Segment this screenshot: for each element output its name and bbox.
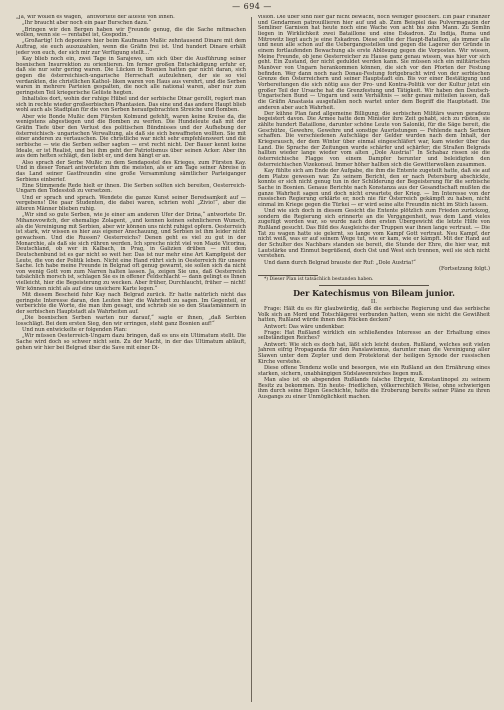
page-header xyxy=(0,0,504,14)
paragraph: Der kühne Plan fand allgemeine Billigung; die serbischen Militärs waren geradezu begeistert davon. Die Armee hatte dem Minister ihre Zeit gehabt, sich zu rüsten, sie zählte hundert Bataillone, darunter schöne Leute von Saloniki, für die Säge bereit, die Geschütze, Gewehre, Gewehre und sonstige Ausrüstungen — Fehlende nach Serbien schaffen. Die verschiedenen Aufschläge der Gelder wurden nach dem Inhalt, der Kriegsrausch, der dem Winter über einmal eingeschläfert war, kam wieder über das Land. Die Sprache der Zeitungen wurde schärfer und schärfer; die Straßen Belgrads hallten wieder lange wieder vom alten „Dole Austria!“ In Schabaz rissen sie die österreichische Flagge von einem Dampfer herunter und beleidigten den österreichischen Vizekonsul. Immer höher hallten sich die Gewitterwolken zusammen. xyxy=(258,110,490,168)
paragraph: Und nun entwickelte er folgenden Plan: xyxy=(22,327,127,334)
paragraph: Kay blieb noch ein, zwei Tage in Sarajewo, um sich über die Ausführung seiner bosnischen Insurrektion zu orientieren. Im ferner großen Entschädigung erfuhr er, daß sie nur sehr gering waren. Die Lücken in Bosnien hatten gar nicht daran, sich gegen die österreichisch-ungarische Herrschaft aufzulehnen, der sie so viel verdankten, die christlichen Kathol- liken waren von Haus aus verehrt, und die Serben waren in mehrere Parteien gespalten, die noch alle national waren, aber nur zum geringsten Teil kriegerische Gelüste hegten. xyxy=(16,55,246,96)
paragraph: „Die bosnischen Serben warten nur darauf,“ sagte er ihnen, „daß Serbien losschlägt. Bei dem ersten Sieg, den wir erringen, steht ganz Bosnien auf!“ xyxy=(16,315,246,327)
page-number: — 694 — xyxy=(232,2,272,11)
article-title: Der Katechismus von Bileam junior. xyxy=(293,288,455,298)
paragraph: „Wir müssen Oesterreich-Ungarn dazu bringen, daß es uns ein Ultimatum stellt. Die Sache wird doch so schwer nicht sein. Zu der Macht, in der das Ultimatum abläuft, gehen wir hier bei Belgrad über die Save mit einer Di- xyxy=(16,333,246,351)
paragraph: vision. Die über sind hier gar nicht bewacht, noch weniger gesichert. Ein paar Finanzer und Gendarmen patrouillieren hier auf und ab. Zum Beispiel das Pulvermagazin der Semliner Garnison hat heute noch eine Wache von acht bis zehn Mann. Zu Semlin liegen in Wirklichkeit zwei Bataillone und eine Eskadron. Zu Indija, Ruma und Mitrowitz liegt auch je eine Eskadron. Diese sollte der Haupt-Bataillon, als immer alle und neun alle schon auf die Uebergangsstellen und gegen die Lagerer der Gründe in einem fortlaufenden Bewachung als erste Ablösung gegen die Vorposten. Wir wissen, Meine Freunde, ob jene Oesterreicher zu Hause ganz genau wissen, was hier vor sich geht. Ein Zustand, der nicht geduldet werden kann. Sie müssen sich ein militärisches Manöver von Ungarn herankommen können, die sich vor den Pforten der Festung befinden. Wer dann noch nach Donau-Festung fortgebracht wird von der serbischen Grenze den Österreichern und seiner Hauptstadt ein. Bis vor einer Bestätigung und Vorbereitungen die sich nötig aus der Pro- und Kontra-Politik vor der Kultur jetzt ein großer Teil der Ursache hat die Grenzfestung und Tätigkeit. Wir haben den Deutsch-Ungarischen Bund — Ungarn und sein Verhältnis — sehr genau mitteilen lassen, daß die Gräfin Anastasia ausgefallen noch wartet unter dem Begriff die Hauptstadt. Die anderen aber auch Wahrheit. xyxy=(258,15,490,111)
article-separator xyxy=(319,285,429,286)
paragraph: Und wie sich doch in diesem Gesicht die Entente plötzlich zum Frieden zurückzog, sondern die Regierung sich erinnerte an die Vergangenheit, was dem Land vieles zugefügt worden war, so wurde nach dem ersten Übergewicht die letzte Hilfe von Rußland gesucht. Das Bild des Ausgleichs der Truppen war ihnen lange vertraut. — Die Tat zu wagen hatte sie gelernt, so lange vom Kampf Gott vertraut. Neu Kampf, der nicht weiß, was er auf seinem Wege tut, wie er kam, wie er kämpft. Mit der Hand auf der Schulter des Nachbars standen sie bereit, die Stunde der Ehre, die hier war, mit Lautstärke und Einmut begrüßend, doch Ost und West sich trennen, weil sie sich nicht verstehen. xyxy=(258,208,490,260)
paragraph: „Wir sind so gute Serben, wie je einer am anderen Ufer der Drina,“ antwortete Dr. Mihanovowitch, der ehemalige Zolagent, „und kennen keinen sehnlicheren Wunsch, als die Vereinigung mit Serbien, aber wir können uns nicht ruhigst opfern. Oesterreich ist stark, wir wissen es hier aus eigener Anschauung, und Serbien ist ihm leider nicht gewachsen. Und die Russen? Oesterreichs? Denen geht es viel zu gut in der Monarchie, als daß sie sich rühren werden. Ich spreche nicht viel von Mazie Vicorina, Deutschland, ob wer in Kalbach, in Prag, in Galizien drüben — mit dem Deutschenbund ist es gar nicht so weit her. Das ist nur mehr eine Art Kampfgeist der Leute, die von der Politik leben. Nicht eine Hand rührt sich in Oesterreich für unsere Sache. Ich habe meine Freunde in Belgrad oft genug gewarnt, sie sollen sich da nicht von wenig Gott vom zum Narren halten lassen. Ja, zeigen Sie uns, daß Oesterreich tatsächlich morsch ist, schlagen Sie es in offener Feldschlacht — dann gelingt es Ihnen vielleicht, hier die Begeisterung zu wecken. Aber früher, Durchlaucht, früher — nicht! Wir können nicht als auf eine unsichere Karte legen.“ xyxy=(16,212,246,292)
paragraph: „Ihr braucht aber noch ein paar Burschen dazu.“ xyxy=(22,20,152,27)
paragraph: „Bringen wir den Bergen haben wir Freunde genug, die die Sache mitmachen wollen, wenn sie — rentabel ist, Gospodin.“ xyxy=(16,26,246,39)
article-part-number: II. xyxy=(370,299,378,305)
article-paragraph: Antwort: Das wäre undenkbar. xyxy=(264,323,345,330)
article-paragraph: Frage: Hat Rußland wirklich ein schließendes Interesse an der Erhaltung eines selbständigen Reiches? xyxy=(258,329,490,342)
paragraph: Eine Stimmende Rede hielt er ihnen. Die Serben sollten sich bereiten, Oesterreich-Ungarn den Todesstoß zu versetzen. xyxy=(16,182,246,195)
footnote-rule xyxy=(258,275,318,276)
paragraph: Inhaltslos dort, wohin der ruhige Hübel und der serbische Dinar gerollt, regiert man sich in rechte wieder großserbischen Phantasien. Das eine und das andere Haupt blieb wohl auch als Stadtplan für die von Serben heraufgebrachten Streiche und Bomben. xyxy=(16,96,246,114)
paragraph: Und er sprach und sprach. Wendete die ganze Kunst seiner Beredsamkeit auf — vergebens! Die paar Studenten, die dabei waren, schrien wohl „Zivio!“, aber die älteren Männer blieben ruhig. xyxy=(16,194,246,212)
footnote: *) Dieser Plan ist tatsächlich bestanden haben. xyxy=(264,277,374,282)
paragraph: Und dann durch Belgrad brauste der Ruf: „Dole Austria!“ xyxy=(264,259,416,266)
continued-note: (Fortsetzung folgt.) xyxy=(438,265,490,272)
paragraph: Aber wie Bonde Mußic dem Fürsten Kolmund gefehlt, waren keine Kreise da, die wenigstens abgestiegen und die Bomben zu werfen. Die Hundeleute daß mit der Gräfin Tiefe über den Verlust des politischen Bündnisses und der Aufhebung der österreichisch- ungarischen Verwaltung, als daß sie sich bewaffneten wollten. Sie mit einer anderen zu vertauschen. Die christliche war nicht sehr empfehlenswert und die serbische — wie die Serben selber sagten — erst recht nicht. Der Bauer kennt keine Ideale, er ist Realist, und bei ihm geht der Patriotismus über seinen Acker. Aber ihn aus dem heften schlägt, den liebt er, und dem hängt er an. xyxy=(16,113,246,160)
article-paragraph: Diese offene Tendenz wolle und besorgen, wie ein Rußland an den Ernährung eines starken, sichern, unabhängigen Südslawenreiches liegen muß. xyxy=(258,364,490,377)
paragraph: Kay fühlte sich am Ende der Aufgabe, die ihm die Entente zugeteilt hatte, daß sie auf dem Platze gewesen war. Zu seinem Bericht, den er nach Petersburg abschickte, konnte er sich nicht genug tun in der Schilderung der Begeisterung für die serbische Sache in Bosnien. Genaue Berichte nach Konstanza aus der Gesandtschaft mußten die ganze Wahrheit sagen und doch nicht erwartete der Krieg. — Im Interesse von der russischen Regierung erklärte er, noch nie für Österreich gekämpft zu haben, nicht einmal im Kriege gegen die Türkei — er wird seine alte Freundin nicht im Stich lassen. xyxy=(258,167,490,208)
column-divider xyxy=(251,17,252,702)
paragraph: Mit diesem Bescheid fuhr Kay nach Belgrad zurück. Er hatte natürlich nicht das geringste Interesse daran, den Leuten hier die Wahrheit zu sagen. Im Gegenteil, er verberichte die Worte, die man ihm gesagt, und schrieb sie so den Staatsmännern in der serbischen Hauptstadt als Wahrheiten auf. xyxy=(16,292,246,315)
article-paragraph: Man also ist ob abspenden Rußlands falsche Ehrgeiz, Konstantinopel zu seinem Besitz zu bekommen. Ein heute- friedlichen, völkerrechtlich Weise, ohne schwierigen ihm durch seine Eigen Geschichte, hatte die Eroberung bereits seiner Pläne zu ihren Ausgangs zu einer Unmöglichkeit machen. xyxy=(258,376,490,400)
paragraph: „Ja, wir wollen es wagen,“ antwortete der älteste von ihnen. xyxy=(16,15,175,20)
right-column xyxy=(258,15,490,706)
article-paragraph: Frage: Hält du es für glaubwürdig, daß die serbische Regierung und das serbische Volk sich an Mord und Totschlägerei verbunden hatten, wenn sie nicht die Gewißheit hatten, Rußland würde ihnen den Rücken decken? xyxy=(258,306,490,324)
paragraph: Also sprach der Serbe Mußic zu dem Sendapostel des Krieges, zum Fürsten Kay. Und in dieser Tonart antworteten ihm die meisten, als er am Tage seiner Abreise in das Land seiner Gastfreundin eine große Versammlung sämtlicher Parteiganger Serbiens einberief. xyxy=(16,159,246,183)
paragraph: „Großartig! Ich deponiere hier beim Kaufmann Mußic zehntausend Dinare mit dem Auftrag, sie euch auszuzahlen, wenn die Gräfin frei ist. Und hundert Dinare erhält jeder von euch, der sich mir zur Verfügung stellt…“ xyxy=(16,38,246,56)
left-column xyxy=(16,15,246,706)
article-paragraph: Antwort: Wie sich es doch hat, läßt sich leicht deuten. Rußland, welches seit vielen Jahren eifrig Propaganda für den Panslawismus, darunter man die Vereinigung aller Slawen unter dem Zepter und dem Protektorat der heiligen Synode der russischen Kirche verstehe. xyxy=(258,341,490,365)
